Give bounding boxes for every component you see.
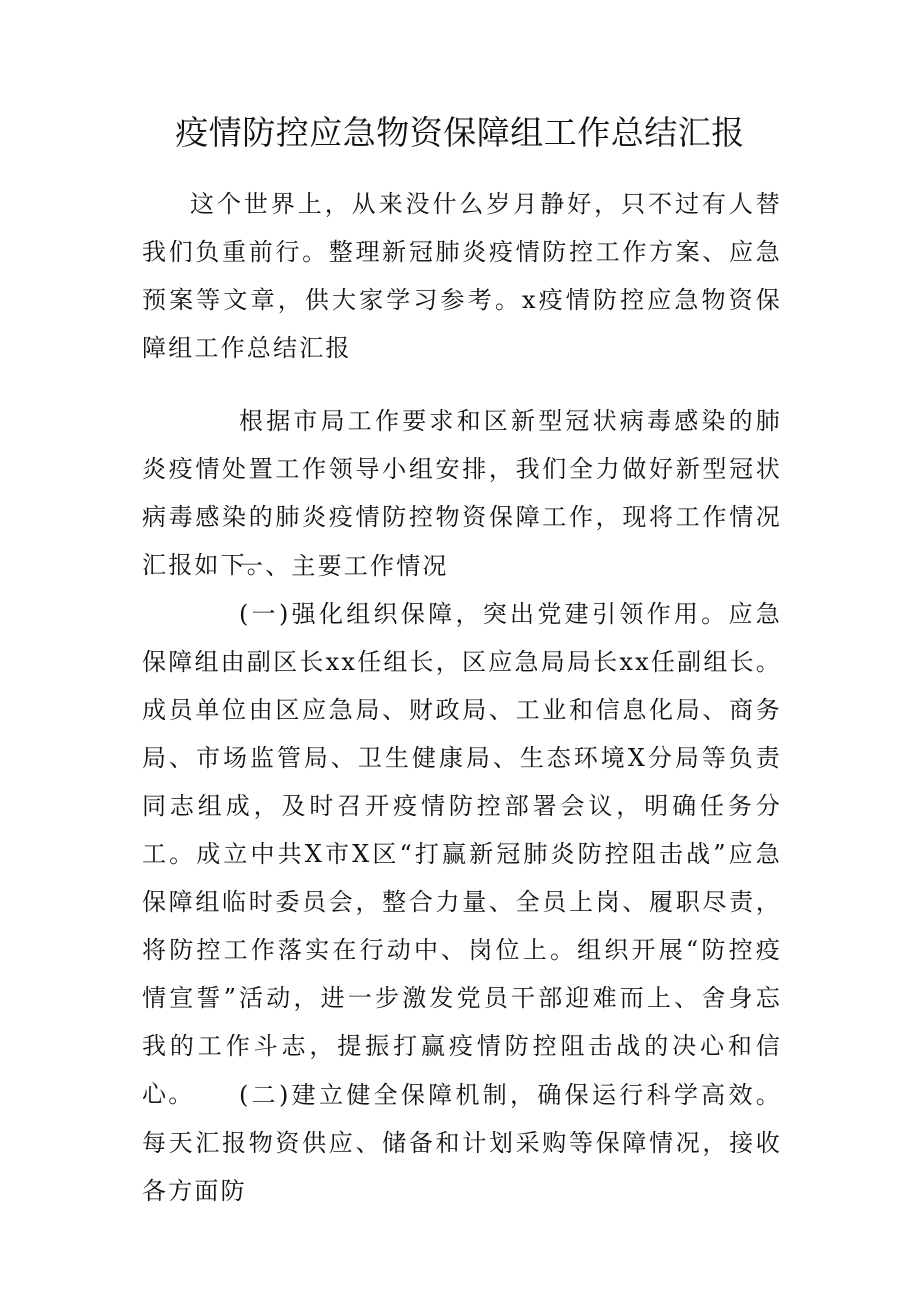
item-two-paragraph: (二)建立健全保障机制，确保运行科学高效。每天汇报物资供应、储备和计划采购等保障情况，接收各方面防: [142, 1081, 782, 1205]
item-one-paragraph: (一)强化组织保障，突出党建引领作用。应急保障组由副区长xx任组长，区应急局局长xx任副组长。成员单位由区应急局、财政局、工业和信息化局、商务局、市场监管局、卫生健康局、生态环境X分局等负责同志组成，及时召开疫情防控部署会议，明确任务分工。成立中共X市X区“打赢新冠肺炎防控阻击战”应急保障组临时委员会，整合力量、全员上岗、履职尽责，将防控工作落实在行动中、岗位上。组织开展“防控疫情宣誓”活动，进一步激发党员干部迎难而上、舍身忘我的工作斗志，提振打赢疫情防控阻击战的决心和信心。: [142, 600, 782, 1108]
main-paragraph: 根据市局工作要求和区新型冠状病毒感染的肺炎疫情处置工作领导小组安排，我们全力做好新型冠状病毒感染的肺炎疫情防控物资保障工作，现将工作情况汇报如下。: [142, 407, 782, 579]
document-title: 疫情防控应急物资保障组工作总结汇报: [175, 113, 745, 152]
intro-paragraph: 这个世界上，从来没什么岁月静好，只不过有人替我们负重前行。整理新冠肺炎疫情防控工作方案、应急预案等文章，供大家学习参考。x疫情防控应急物资保障组工作总结汇报: [142, 190, 782, 362]
section-heading: 一、主要工作情况: [239, 552, 449, 580]
